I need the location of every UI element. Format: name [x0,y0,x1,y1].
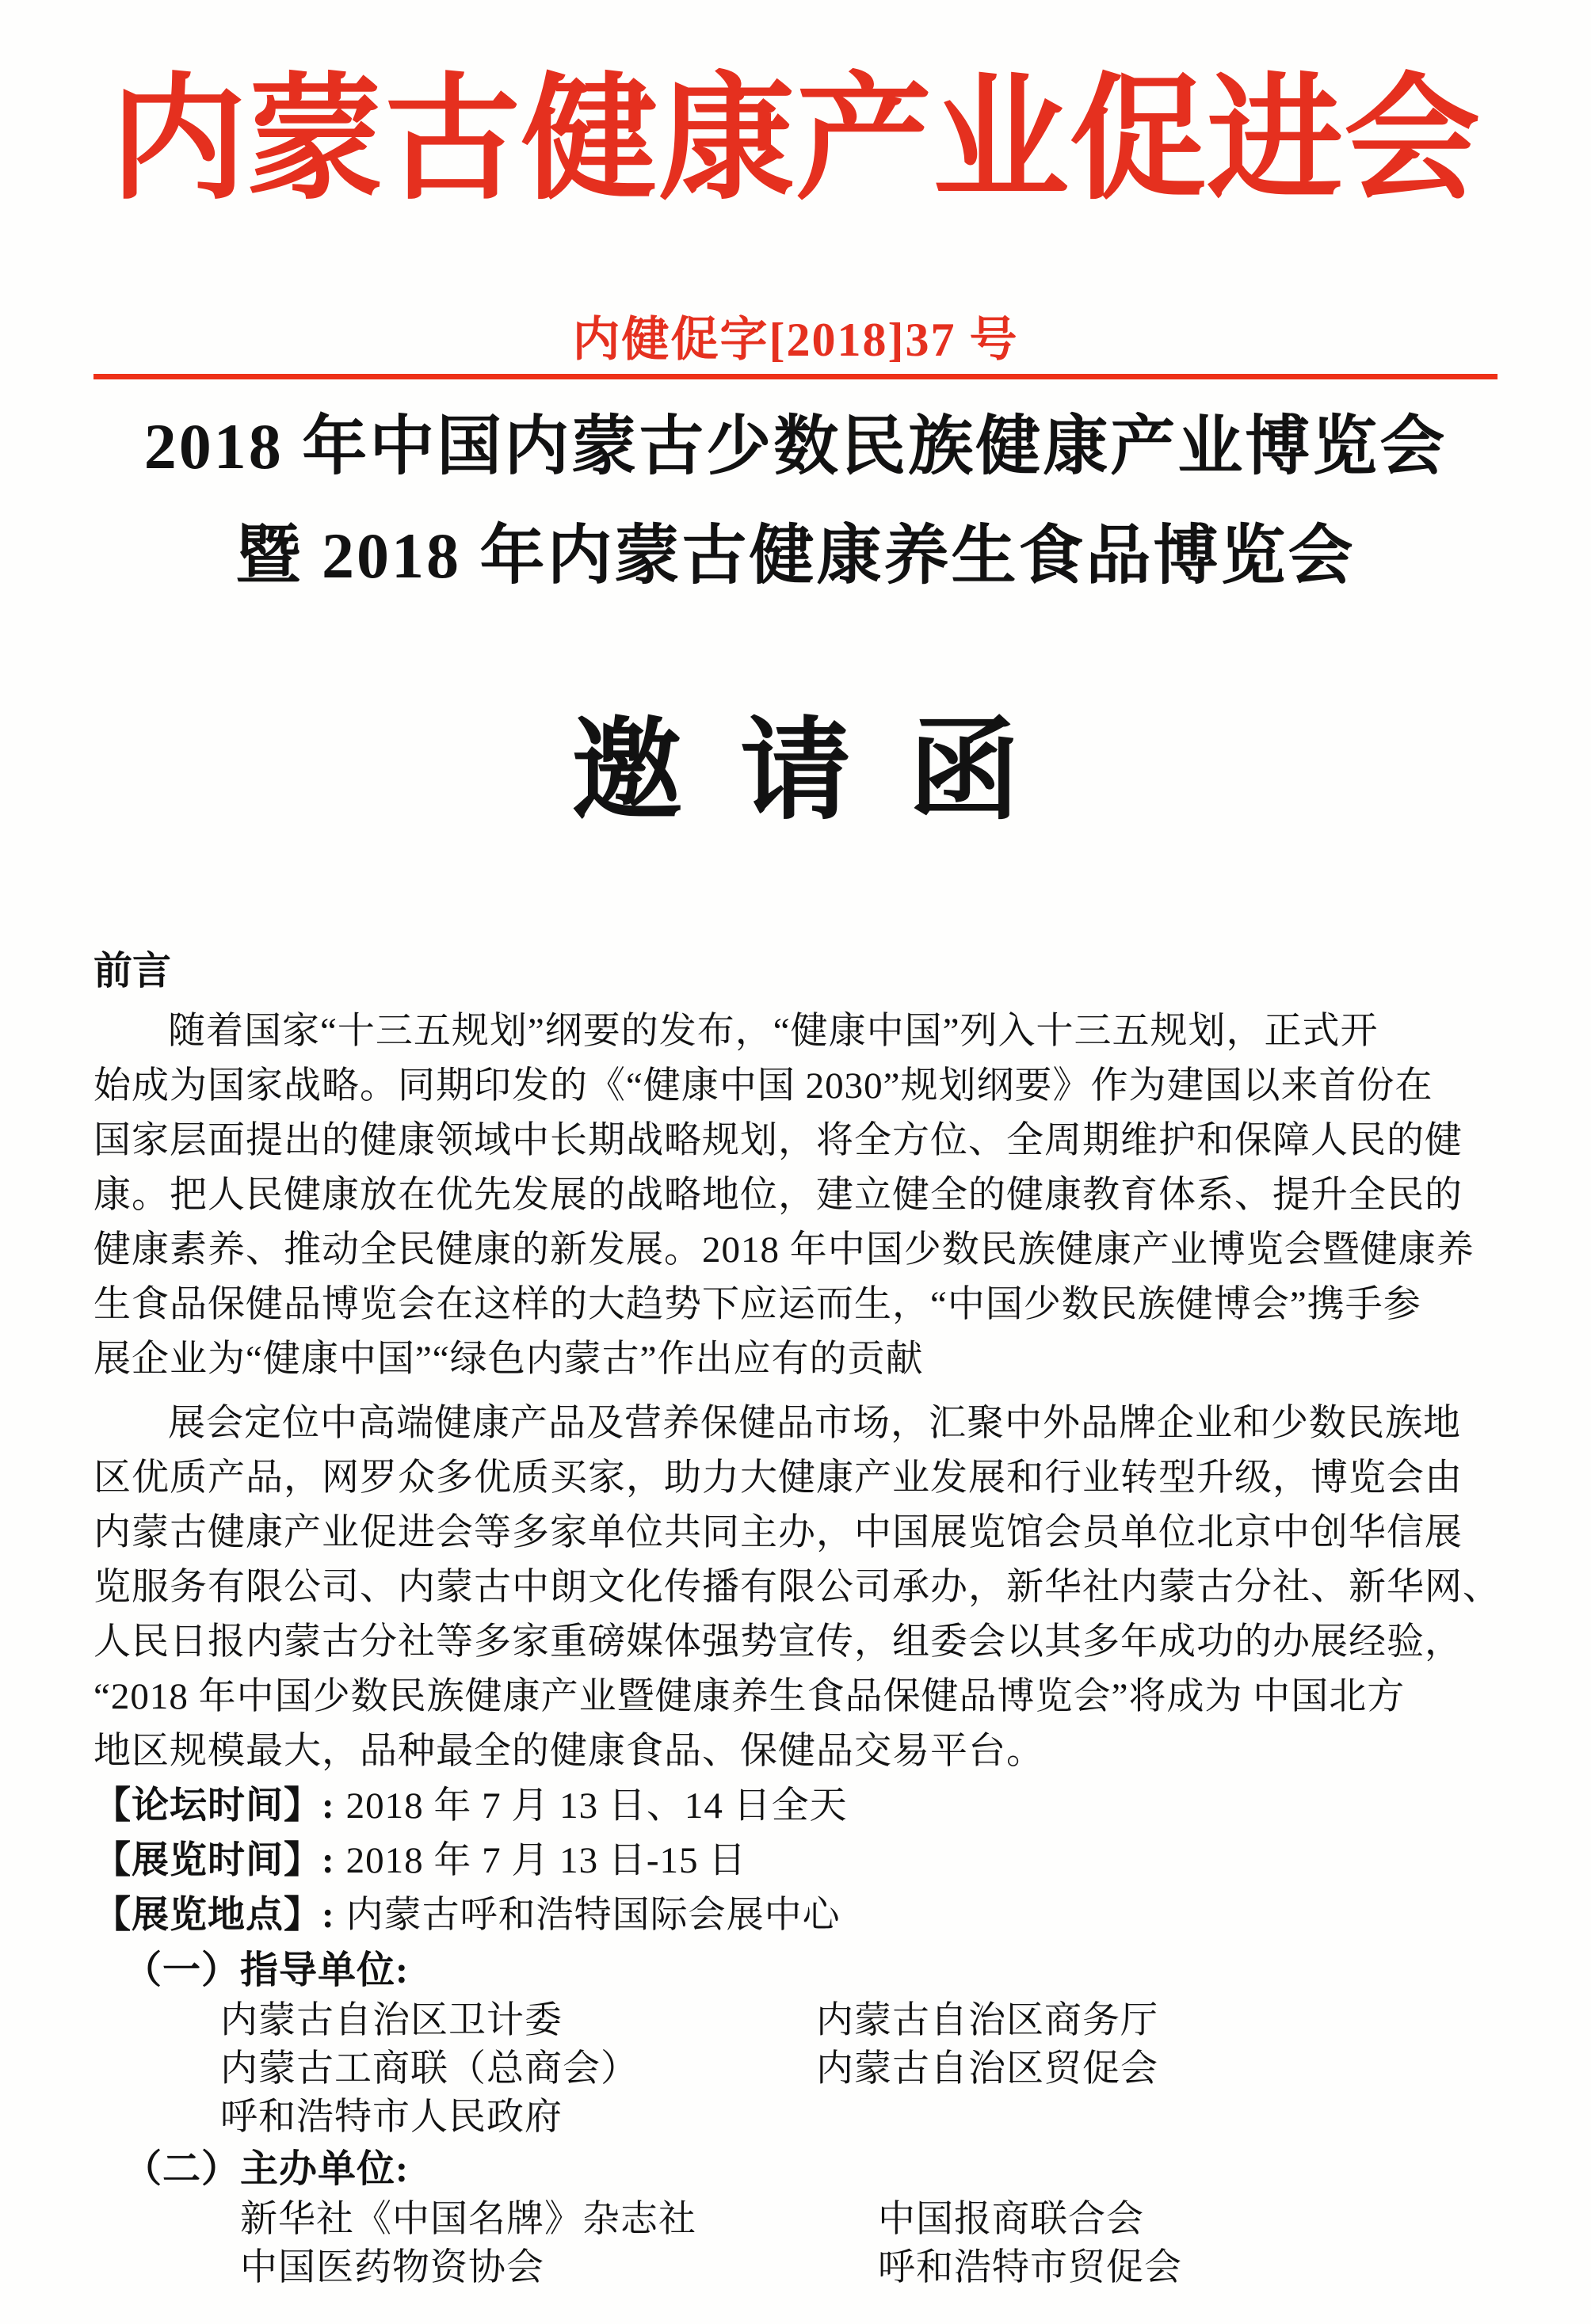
preface-paragraph-1 [93,1004,1498,1387]
paragraph-line: 览服务有限公司、内蒙古中朗文化传播有限公司承办，新华社内蒙古分社、新华网、 [93,1566,1501,1608]
host-row [93,2196,1498,2244]
paragraph-line: 人民日报内蒙古分社等多家重磅媒体强势宣传，组委会以其多年成功的办展经验， [93,1621,1463,1663]
forum-time-line [93,1779,1498,1834]
org-name: 中国报商联合会 [878,2198,1144,2240]
paragraph-line: “2018 年中国少数民族健康产业暨健康养生食品保健品博览会”将成为 中国北方 [93,1675,1406,1717]
paragraph-line: 康。把人民健康放在优先发展的战略地位，建立健全的健康教育体系、提升全民的 [93,1174,1463,1216]
preface-paragraph-2 [93,1396,1501,1779]
guidance-row [93,2094,1498,2142]
forum-time-value: 2018 年 7 月 13 日、14 日全天 [345,1785,848,1827]
forum-time-label: 【论坛时间】: [93,1785,335,1827]
org-name: 内蒙古自治区卫计委 [220,1999,563,2041]
org-name: 呼和浩特市人民政府 [220,2096,563,2138]
paragraph-line: 展企业为“健康中国”“绿色内蒙古”作出应有的贡献 [93,1338,924,1380]
expo-title-line2: 暨 2018 年内蒙古健康养生食品博览会 [235,519,1356,592]
preface-heading: 前言 [93,949,172,993]
paragraph-line: 始成为国家战略。同期印发的《“健康中国 2030”规划纲要》作为建国以来首份在 [93,1065,1433,1107]
expo-title-line1: 2018 年中国内蒙古少数民族健康产业博览会 [143,410,1448,482]
exhibition-time-line [93,1834,1498,1888]
paragraph-line: 生食品保健品博览会在这样的大趋势下应运而生，“中国少数民族健博会”携手参 [93,1283,1421,1325]
guidance-row [93,1997,1498,2045]
org-name: 中国医药物资协会 [240,2246,544,2288]
org-name: 新华社《中国名牌》杂志社 [240,2198,696,2240]
exhibition-venue-value: 内蒙古呼和浩特国际会展中心 [345,1894,841,1936]
org-name: 呼和浩特市贸促会 [878,2246,1182,2288]
paragraph-line: 区优质产品，网罗众多优质买家，助力大健康产业发展和行业转型升级，博览会由 [93,1457,1463,1499]
guidance-units-heading: （一）指导单位: [124,1949,409,1991]
host-units-heading: （二）主办单位: [124,2147,409,2190]
org-name [816,2094,1498,2142]
organization-letterhead-title: 内蒙古健康产业促进会 [110,66,1481,216]
document-reference-number: 内健促字[2018]37 号 [572,313,1019,366]
org-name: 内蒙古自治区商务厅 [816,1999,1158,2041]
paragraph-line: 地区规模最大，品种最全的健康食品、保健品交易平台。 [93,1730,1044,1772]
org-name: 内蒙古自治区贸促会 [816,2048,1158,2090]
paragraph-line: 国家层面提出的健康领域中长期战略规划，将全方位、全周期维护和保障人民的健 [93,1119,1463,1161]
guidance-row [93,2045,1498,2094]
org-name: 内蒙古工商联（总商会） [220,2048,639,2090]
red-divider-rule [93,374,1498,379]
paragraph-line: 健康素养、推动全民健康的新发展。2018 年中国少数民族健康产业博览会暨健康养 [93,1229,1475,1271]
paragraph-line: 内蒙古健康产业促进会等多家单位共同主办，中国展览馆会员单位北京中创华信展 [93,1511,1463,1553]
exhibition-time-label: 【展览时间】: [93,1839,335,1881]
paragraph-line: 展会定位中高端健康产品及营养保健品市场，汇聚中外品牌企业和少数民族地 [168,1402,1461,1444]
paragraph-line: 随着国家“十三五规划”纲要的发布，“健康中国”列入十三五规划，正式开 [168,1010,1379,1052]
exhibition-venue-label: 【展览地点】: [93,1894,335,1936]
invitation-letter-title: 邀请函 [571,711,1078,834]
exhibition-time-value: 2018 年 7 月 13 日-15 日 [345,1839,747,1881]
exhibition-venue-line [93,1888,1498,1943]
host-row [93,2244,1498,2292]
